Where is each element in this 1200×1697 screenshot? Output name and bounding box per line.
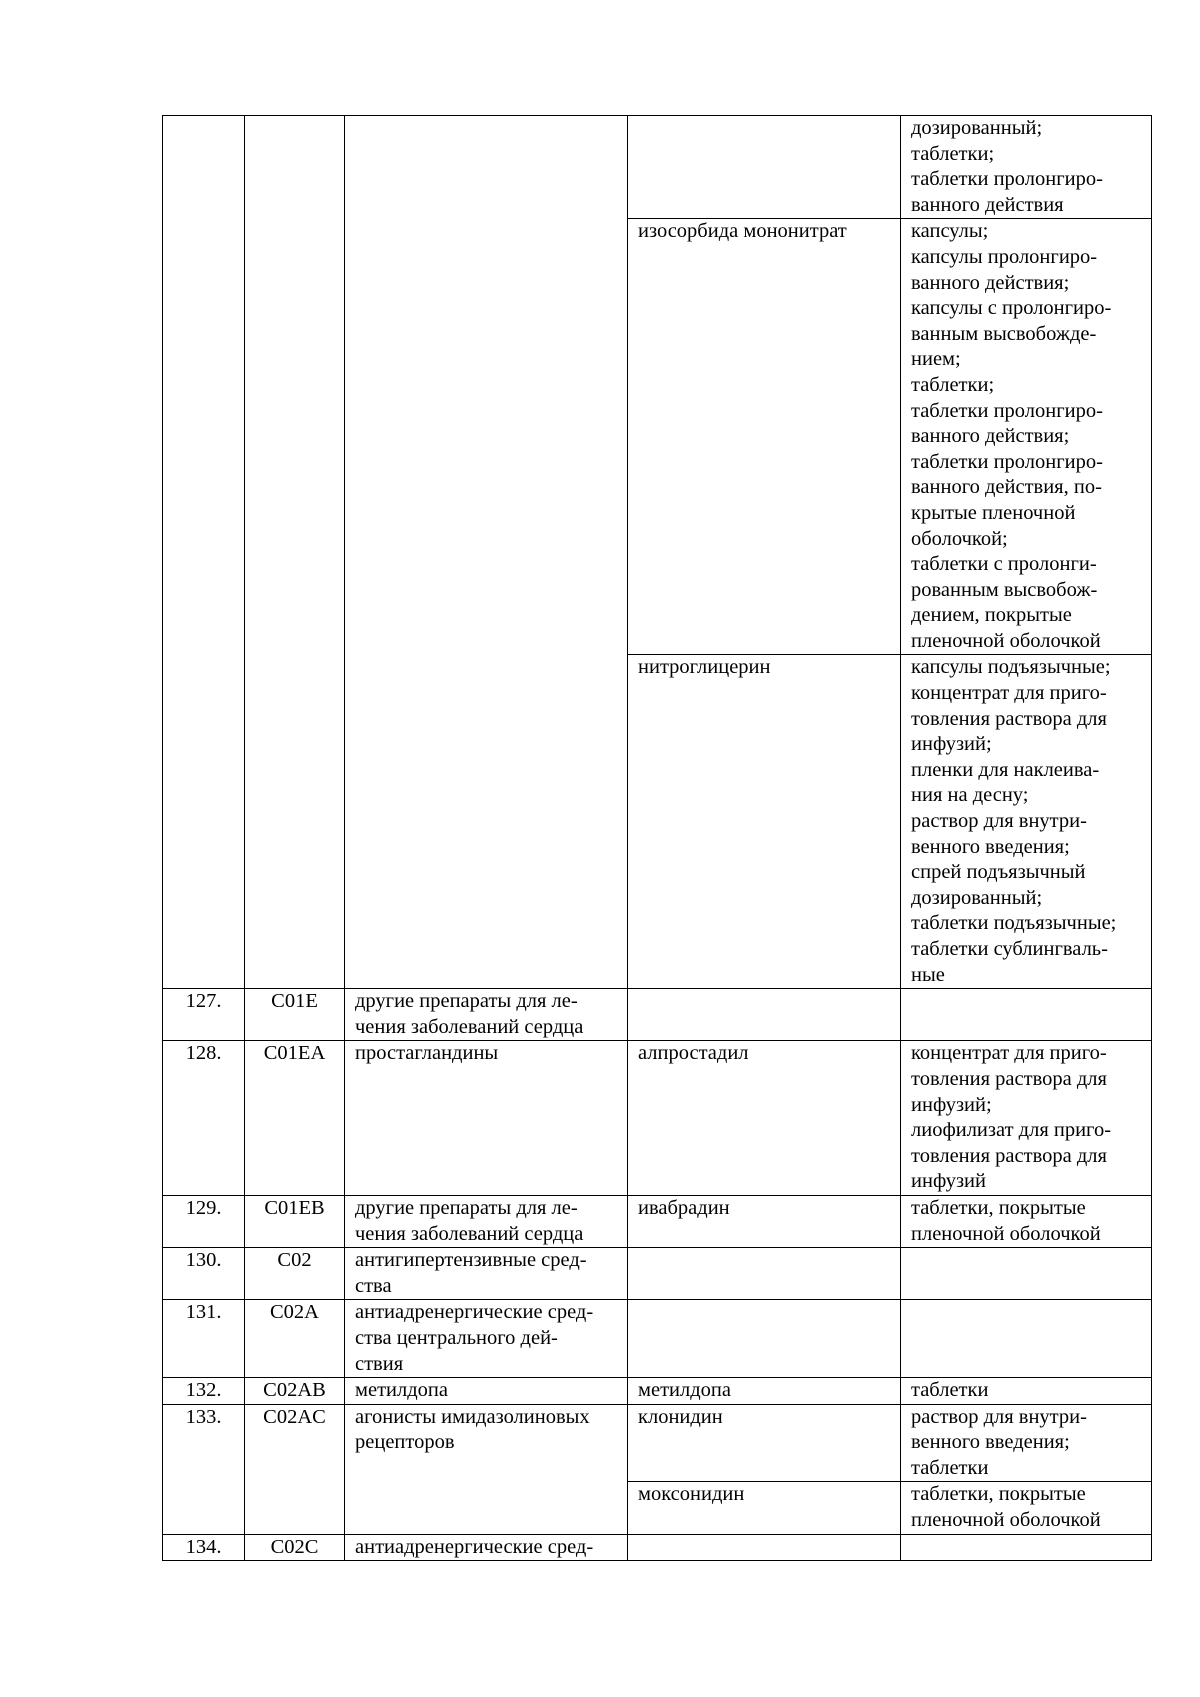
drug-name: клонидин	[628, 1404, 901, 1482]
atc-code: C01EB	[245, 1195, 345, 1247]
atc-code: C02C	[245, 1534, 345, 1561]
table-row	[163, 1404, 1152, 1482]
drug-name	[628, 116, 901, 219]
row-number: 131.	[163, 1300, 245, 1378]
dosage-forms: таблетки	[901, 1378, 1152, 1405]
row-number	[163, 116, 245, 989]
anatomic-group: антигипертензивные сред- ства	[345, 1248, 628, 1300]
anatomic-group	[345, 116, 628, 989]
atc-code: C01EA	[245, 1041, 345, 1196]
dosage-forms	[901, 1248, 1152, 1300]
anatomic-group: метилдопа	[345, 1378, 628, 1405]
drug-name: изосорбида мононитрат	[628, 219, 901, 655]
drug-name	[628, 1534, 901, 1561]
drug-name	[628, 1248, 901, 1300]
table-row	[163, 1195, 1152, 1247]
atc-code: C02	[245, 1248, 345, 1300]
anatomic-group: простагландины	[345, 1041, 628, 1196]
drug-name: нитроглицерин	[628, 655, 901, 989]
atc-code	[245, 116, 345, 989]
table-row	[163, 989, 1152, 1041]
row-number: 132.	[163, 1378, 245, 1405]
dosage-forms	[901, 989, 1152, 1041]
atc-code: C02AB	[245, 1378, 345, 1405]
drug-list-table	[162, 115, 1152, 1561]
table-row	[163, 1041, 1152, 1196]
anatomic-group: агонисты имидазолиновых рецепторов	[345, 1404, 628, 1534]
table-row	[163, 1248, 1152, 1300]
atc-code: C02AC	[245, 1404, 345, 1534]
row-number: 129.	[163, 1195, 245, 1247]
anatomic-group: другие препараты для ле- чения заболеваний сердца	[345, 1195, 628, 1247]
dosage-forms	[901, 1300, 1152, 1378]
dosage-forms: дозированный; таблетки; таблетки пролонгиро- ванного действия	[901, 116, 1152, 219]
anatomic-group: антиадренергические сред- ства центрального дей- ствия	[345, 1300, 628, 1378]
dosage-forms: таблетки, покрытые пленочной оболочкой	[901, 1482, 1152, 1534]
atc-code: C01E	[245, 989, 345, 1041]
anatomic-group: антиадренергические сред-	[345, 1534, 628, 1561]
drug-name: метилдопа	[628, 1378, 901, 1405]
dosage-forms: таблетки, покрытые пленочной оболочкой	[901, 1195, 1152, 1247]
anatomic-group: другие препараты для ле- чения заболеваний сердца	[345, 989, 628, 1041]
atc-code: C02A	[245, 1300, 345, 1378]
drug-list-body	[163, 116, 1152, 1561]
drug-name	[628, 1300, 901, 1378]
row-number: 128.	[163, 1041, 245, 1196]
row-number: 134.	[163, 1534, 245, 1561]
dosage-forms: раствор для внутри- венного введения; таблетки	[901, 1404, 1152, 1482]
drug-name: алпростадил	[628, 1041, 901, 1196]
table-row	[163, 1378, 1152, 1405]
table-row	[163, 116, 1152, 219]
dosage-forms: капсулы; капсулы пролонгиро- ванного действия; капсулы с пролонгиро- ванным высвобожде- нием; таблетки; таблетки пролонгиро- ванного действия; таблетки пролонгиро- ванного действия, по- крытые пленочной оболочкой; таблетки с пролонги- рованным высвобож- дением, покрытые пленочной оболочкой	[901, 219, 1152, 655]
dosage-forms: капсулы подъязычные; концентрат для приго- товления раствора для инфузий; пленки для наклеива- ния на десну; раствор для внутри- венного введения; спрей подъязычный дозированный; таблетки подъязычные; таблетки сублингваль- ные	[901, 655, 1152, 989]
dosage-forms	[901, 1534, 1152, 1561]
drug-name	[628, 989, 901, 1041]
row-number: 133.	[163, 1404, 245, 1534]
table-row	[163, 1534, 1152, 1561]
row-number: 130.	[163, 1248, 245, 1300]
dosage-forms: концентрат для приго- товления раствора для инфузий; лиофилизат для приго- товления раствора для инфузий	[901, 1041, 1152, 1196]
drug-name: ивабрадин	[628, 1195, 901, 1247]
drug-name: моксонидин	[628, 1482, 901, 1534]
row-number: 127.	[163, 989, 245, 1041]
table-row	[163, 1300, 1152, 1378]
